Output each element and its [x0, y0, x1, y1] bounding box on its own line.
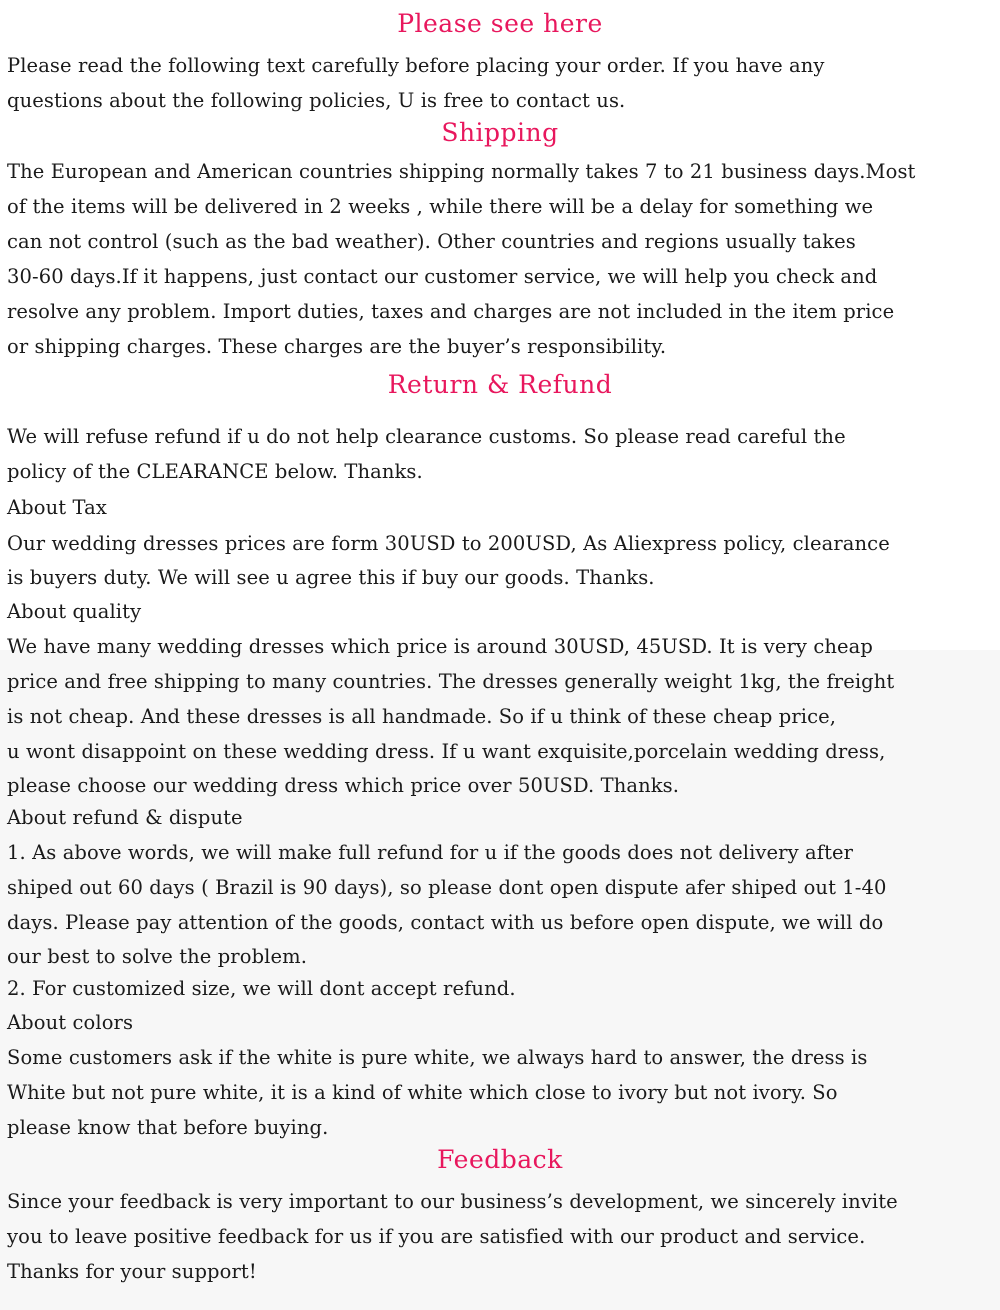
- heading-feedback: Feedback: [437, 1145, 563, 1174]
- return-refund-line: shiped out 60 days ( Brazil is 90 days), so please dont open dispute afer shiped out 1-40: [7, 876, 887, 899]
- return-refund-line: u wont disappoint on these wedding dress. If u want exquisite,porcelain wedding dress,: [7, 740, 886, 763]
- feedback-line: you to leave positive feedback for us if you are satisfied with our product and service.: [7, 1225, 866, 1248]
- return-refund-line: is not cheap. And these dresses is all handmade. So if u think of these cheap price,: [7, 705, 837, 728]
- return-refund-line: our best to solve the problem.: [7, 945, 308, 968]
- return-refund-line: We will refuse refund if u do not help clearance customs. So please read careful the: [7, 425, 846, 448]
- shipping-line: 30-60 days.If it happens, just contact our customer service, we will help you check and: [7, 265, 878, 288]
- subheading-about-refund-dispute: About refund & dispute: [7, 806, 243, 829]
- return-refund-line: please know that before buying.: [7, 1116, 329, 1139]
- subheading-about-tax: About Tax: [7, 496, 107, 519]
- return-refund-line: White but not pure white, it is a kind of white which close to ivory but not ivory. So: [7, 1081, 838, 1104]
- shipping-line: can not control (such as the bad weather). Other countries and regions usually takes: [7, 230, 856, 253]
- return-refund-line: days. Please pay attention of the goods, contact with us before open dispute, we will do: [7, 911, 884, 934]
- shipping-line: The European and American countries shipping normally takes 7 to 21 business days.Most: [7, 160, 916, 183]
- return-refund-line: price and free shipping to many countries. The dresses generally weight 1kg, the freight: [7, 670, 895, 693]
- return-refund-line: 2. For customized size, we will dont accept refund.: [7, 977, 516, 1000]
- return-refund-line: Our wedding dresses prices are form 30USD to 200USD, As Aliexpress policy, clearance: [7, 532, 890, 555]
- subheading-about-colors: About colors: [7, 1011, 134, 1034]
- subheading-about-quality: About quality: [7, 600, 142, 623]
- shipping-line: of the items will be delivered in 2 weeks , while there will be a delay for something we: [7, 195, 874, 218]
- heading-return-refund: Return & Refund: [387, 370, 613, 399]
- return-refund-line: is buyers duty. We will see u agree this if buy our goods. Thanks.: [7, 566, 655, 589]
- feedback-line: Since your feedback is very important to our business’s development, we sincerely invite: [7, 1190, 898, 1213]
- shipping-line: resolve any problem. Import duties, taxes and charges are not included in the item price: [7, 300, 895, 323]
- please-see-here-line: Please read the following text carefully before placing your order. If you have any: [7, 54, 825, 77]
- feedback-line: Thanks for your support!: [7, 1260, 257, 1283]
- please-see-here-line: questions about the following policies, U is free to contact us.: [7, 89, 626, 112]
- return-refund-line: Some customers ask if the white is pure white, we always hard to answer, the dress is: [7, 1046, 868, 1069]
- heading-shipping: Shipping: [441, 118, 559, 147]
- shipping-line: or shipping charges. These charges are the buyer’s responsibility.: [7, 335, 667, 358]
- heading-please-see-here: Please see here: [397, 9, 603, 38]
- return-refund-line: policy of the CLEARANCE below. Thanks.: [7, 460, 423, 483]
- return-refund-line: 1. As above words, we will make full refund for u if the goods does not delivery after: [7, 841, 854, 864]
- return-refund-line: please choose our wedding dress which price over 50USD. Thanks.: [7, 774, 680, 797]
- return-refund-line: We have many wedding dresses which price is around 30USD, 45USD. It is very cheap: [7, 635, 873, 658]
